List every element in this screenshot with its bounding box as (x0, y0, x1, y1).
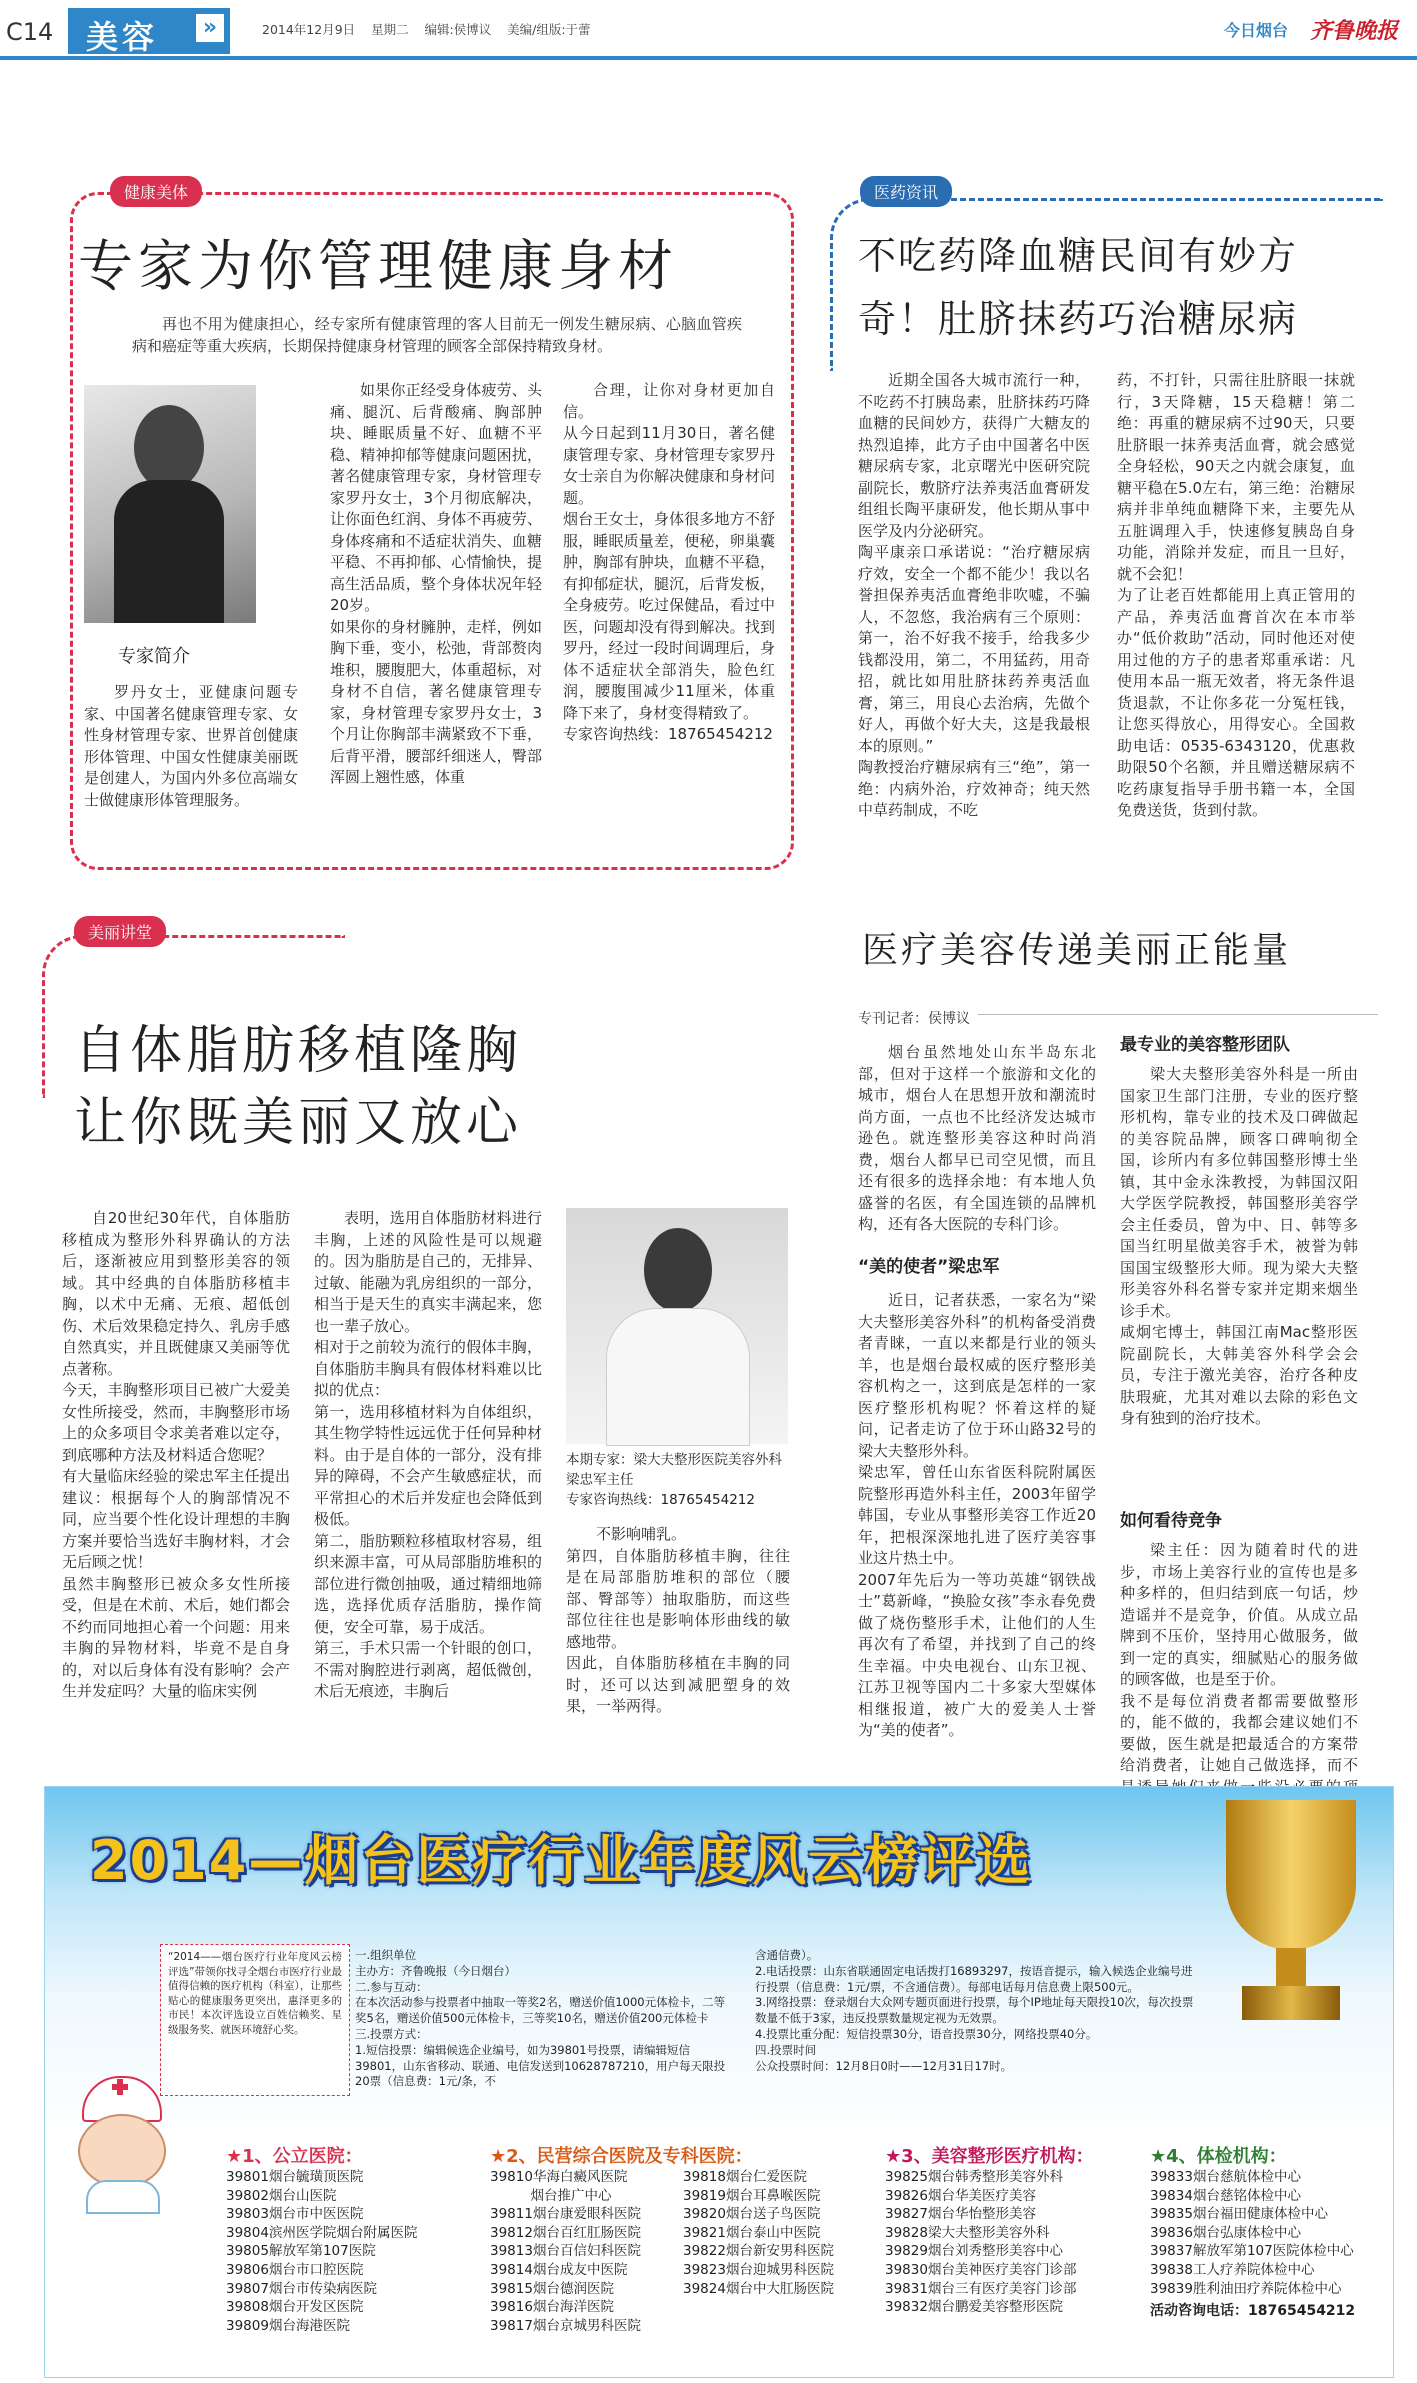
list-item[interactable]: 39815烟台德润医院 (490, 2280, 614, 2297)
list-item[interactable]: 39802烟台山医院 (226, 2187, 337, 2204)
category-private-hospitals: ★2、民营综合医院及专科医院： (490, 2146, 753, 2167)
headline-diabetes-line1: 不吃药降血糖民间有妙方 (858, 234, 1299, 278)
article4-col2-competition: 梁主任：因为随着时代的进步，市场上美容行业的宣传也是多种多样的，但归结到底一句话，炒造谣并不是竞争，价值。从成立品牌到不压价，坚持用心做服务，做到一定的真实，细腻贴心的服务做的顾客做，也是至于价。 我不是每位消费者都需要做整形的，能不做的，我都会建议她们不要做，医生就是把最适合的方案带给消费者，让她自己做选择，而不 (1120, 1541, 1358, 1774)
list-item[interactable]: 39826烟台华美医疗美容 (885, 2187, 1036, 2204)
list-item[interactable]: 39833烟台慈航体检中心 (1150, 2169, 1301, 2185)
list-item[interactable]: 39822烟台新安男科医院 (683, 2243, 834, 2260)
list-item[interactable]: 39825烟台韩秀整形美容外科 (885, 2169, 1063, 2185)
article3-col3: 不影响哺乳。 第四，自体脂肪移植丰胸，往往是在局部脂肪堆积的部位（腰部、臀部等）抽取脂肪，而这些部位往往也是影响体形曲线的敏感地带。 因此，自体脂肪移植在丰胸的同时，还可以达到减肥塑身的效果，一举两得。 (566, 1525, 790, 1715)
list-cosmetic-institutions (885, 2168, 1076, 2317)
list-item[interactable]: 39818烟台仁爱医院 (683, 2169, 807, 2185)
list-item[interactable]: 39821烟台泰山中医院 (683, 2224, 821, 2241)
masthead (0, 0, 1417, 60)
brand-today-yantai: 今日烟台 (1224, 21, 1289, 40)
article3-col1: 自20世纪30年代，自体脂肪移植成为整形外科界确认的方法后，逐渐被应用到整形美容的领域。其中经典的自体脂肪移植丰胸，以术中无痛、无痕、超低创伤、术后效果稳定持久、乳房手感自然真实，并且既健康又美丽等优点著称。 今天，丰胸整形项目已被广大爱美女性所接受，然而，丰胸整形市场上的众多项目令求美者难以定夺，到底哪种方法及材料适合您呢？ 有大量临床经验的梁忠军主任提出建议：根据每个人的胸部情况不同，应当要个性化设计理想的丰胸方案并要恰当选好丰胸材料，才会无后顾之忧！ 虽然丰胸整形已被众多女性所接受，但是在术前、术后，她们都会不约而同地担心着一个问题：用来丰胸的异物材料，毕竟不是自身的，对以后身体有没有影响？会产生并发症吗？大量的临床实例 (62, 1209, 290, 1700)
article3-col2: 表明，选用自体脂肪材料进行丰胸，上述的风险性是可以规避的。因为脂肪是自己的，无排异、过敏、能融为乳房组织的一部分，相当于是天生的真实丰满起来，您也一辈子放心。 相对于之前较为流行的假体丰胸，自体脂肪丰胸具有假体材料难以比拟的优点： 第一，选用移植材料为自体组织，其生物学特性远远优于任何异种材料。由于是自体的一部分，没有排异的障碍，不会产生敏感症状，而平常担心的术后并发症也会降低到极低。 第二，脂肪颗粒移植取材容易，组织来源丰富，可从局部脂肪堆积的部位进行微创抽吸，通过精细地筛选，选择优质存活脂肪，操作简便，安全可靠，易于成活。 第三，手术只需一个针眼的创口，不需对胸腔进行剥离，超低微创，术后无痕迹，丰胸后 (314, 1209, 542, 1700)
list-item[interactable]: 39831烟台三有医疗美容门诊部 (885, 2280, 1077, 2297)
issue-weekday: 星期二 (371, 22, 409, 37)
category-cosmetic-institutions: ★3、美容整形医疗机构： (885, 2146, 1094, 2167)
tag-medical-news: 医药资讯 (860, 176, 952, 207)
list-item[interactable]: 39801烟台毓璜顶医院 (226, 2169, 364, 2185)
list-item[interactable]: 39809烟台海港医院 (226, 2317, 350, 2334)
subhead-beauty-envoy: “美的使者”梁忠军 (858, 1257, 1000, 1277)
profile-caption: 专家简介 (118, 646, 190, 667)
category-public-hospitals: ★1、公立医院： (226, 2146, 363, 2167)
list-item[interactable]: 39814烟台成友中医院 (490, 2261, 628, 2278)
list-item[interactable]: 39810华海白癜风医院 (490, 2169, 628, 2185)
list-item[interactable]: 39830烟台美神医疗美容门诊部 (885, 2261, 1077, 2278)
promo-intro: “2014——烟台医疗行业年度风云榜评选”带领你找寻全烟台市医疗行业最值得信赖的医疗机构（科室），让那些贴心的健康服务更突出，惠泽更多的市民！本次评选设立百姓信赖奖、星级服务奖、就医环境舒心奖。 (168, 1951, 342, 2036)
section-title: 美容 (86, 18, 159, 56)
category-checkup-centers: ★4、体检机构： (1150, 2146, 1287, 2167)
list-item[interactable]: 39838工人疗养院体检中心 (1150, 2261, 1315, 2278)
list-item[interactable]: 39803烟台市中医医院 (226, 2206, 364, 2223)
brand-qilu-evening-news: 齐鲁晚报 (1310, 18, 1399, 44)
list-public-hospitals (226, 2168, 417, 2335)
mascot-nurse-icon (60, 2070, 180, 2210)
list-item[interactable]: 39820烟台送子鸟医院 (683, 2206, 821, 2223)
subhead-pro-team: 最专业的美容整形团队 (1120, 1035, 1290, 1055)
byline: 专刊记者：侯博议 (858, 1008, 978, 1028)
list-item[interactable]: 39812烟台百红肛肠医院 (490, 2224, 641, 2241)
list-item[interactable]: 39837解放军第107医院体检中心 (1150, 2243, 1354, 2260)
list-item[interactable]: 39817烟台京城男科医院 (490, 2317, 641, 2334)
list-checkup-centers (1150, 2168, 1354, 2298)
tag-health-body: 健康美体 (110, 176, 202, 207)
editor-credit: 编辑:侯博议 (424, 22, 492, 37)
tag-beauty-lecture: 美丽讲堂 (74, 916, 166, 947)
profile-text: 罗丹女士，亚健康问题专家、中国著名健康管理专家、女性身材管理专家、世界首创健康形体管理、中国女性健康美丽既是创建人，为国内外多位高端女士做健康形体管理服务。 (84, 683, 298, 809)
article4-col2-body: 梁大夫整形美容外科是一所由国家卫生部门注册，专业的医疗整形机构，靠专业的技术及口碑做起的美容院品牌，顾客口碑响彻全国，诊所内有多位韩国整形博士坐镇，其中金永洙教授，为韩国汉阳大学医学院教授，韩国整形美容学会主任委员，曾为中、日、韩等多国当红明星做美容手术，被誉为韩国国宝级整形大师。现为梁大夫整形美容外科名誉专家并定期来烟坐诊手术。 咸炯宅博士，韩国江南Mac整形医院副院长，大韩美容外科学会会员，专注于激光美容，治疗各种皮肤瑕疵，尤其对难以去除的彩色文身有独到的治疗技术。 (1120, 1065, 1358, 1427)
list-item[interactable]: 39835烟台福田健康体检中心 (1150, 2206, 1328, 2223)
promo-title: 2014—烟台医疗行业年度风云榜评选 (90, 1829, 1033, 1892)
list-item[interactable]: 39832烟台鹏爱美容整形医院 (885, 2299, 1063, 2316)
article2-bracket (830, 198, 1383, 371)
rules-col1: 一.组织单位 主办方：齐鲁晚报（今日烟台） 二.参与互动： 在本次活动参与投票者中抽取一等奖2名，赠送价值1000元体检卡，二等奖5名，赠送价值500元体检卡，三等奖10名，赠送价值200元体检卡 三.投票方式： 1.短信投票：编辑候选企业编号，如为39801号投票，请编辑短信39801，山东省移动、联通、电信发送到10628787210，用户每天限投20票（信息费：1元/条，不 (355, 1948, 726, 2089)
doctor-photo (566, 1208, 788, 1444)
list-item: 烟台推广中心 (490, 2187, 612, 2204)
list-private-hospitals-a (490, 2168, 641, 2335)
promo-hotline: 活动咨询电话：18765454212 (1150, 2303, 1356, 2319)
expert-photo (84, 385, 256, 623)
lead-paragraph: 再也不用为健康担心，经专家所有健康管理的客人目前无一例发生糖尿病、心脑血管疾病和癌症等重大疾病，长期保持健康身材管理的顾客全部保持精致身材。 (132, 315, 742, 355)
double-arrow-icon: » (196, 14, 224, 42)
list-item[interactable]: 39836烟台弘康体检中心 (1150, 2224, 1301, 2241)
list-item[interactable]: 39824烟台中大肛肠医院 (683, 2280, 834, 2297)
article4-col1-body: 近日，记者获悉，一家名为“梁大夫整形美容外科”的机构备受消费者青睐，一直以来都是行业的领头羊，也是烟台最权威的医疗整形美容机构之一，这到底是怎样的一家医疗整形机构呢？怀着这样的疑问，记者走访了位于环山路32号的梁大夫整形外科。 梁忠军，曾任山东省医科院附属医院整形再造外科主任，2003年留学韩国，专业从事整形美容工作近20年，把根深深地扎进了医疗美容事业这片热土中。 2007年先后为一等功英雄“钢铁战士”葛新峰，“换脸女孩”李永春免费做了烧伤整形手术，让他们的人生再次有了希望，并找到了自己的终生幸福。中央电视台、山东卫视、江苏卫视等国内二十多家大型媒体相继报道，被广大的爱美人士誉为“美的使者”。 (858, 1291, 1096, 1739)
list-item[interactable]: 39806烟台市口腔医院 (226, 2261, 364, 2278)
doctor-caption: 本期专家：梁大夫整形医院美容外科梁忠军主任 专家咨询热线：18765454212 (566, 1452, 782, 1508)
list-item[interactable]: 39829烟台刘秀整形美容中心 (885, 2243, 1063, 2260)
headline-manage-body: 专家为你管理健康身材 (78, 234, 679, 298)
list-item[interactable]: 39805解放军第107医院 (226, 2243, 376, 2260)
headline-fat-graft-line1: 自体脂肪移植隆胸 (74, 1021, 523, 1081)
list-item[interactable]: 39819烟台耳鼻喉医院 (683, 2187, 821, 2204)
article2-col2: 药，不打针，只需往肚脐眼一抹就行，3天降糖，15天稳糖！第二绝：再重的糖尿病不过90天，只要肚脐眼一抹养夷活血膏，就会感觉全身轻松，90天之内就会康复，血糖平稳在5.0左右，第三绝：治糖尿病并非单纯血糖降下来，主要先从五脏调理入手，快速修复胰岛自身功能，消除并发症，而且一旦好，就不会犯！ 为了让老百姓都能用上真正管用的产品，养夷活血膏首次在本市举办“低价救助”活动，同时他还对使用过他的方子的患者郑重承诺：凡使用本品一瓶无效者，将无条件退货退款，不让你多花一分冤枉钱，让您买得放心，用得安心。全国救助电话：0535-6343120，优惠救助限50个名额，并且赠送糖尿病不吃药康复指导手册书籍一本，全国免费送货，货到付款。 (1117, 371, 1355, 819)
headline-fat-graft-line2: 让你既美丽又放心 (74, 1093, 523, 1153)
headline-medical-beauty: 医疗美容传递美丽正能量 (862, 930, 1292, 971)
designer-credit: 美编/组版:于蕾 (507, 22, 591, 37)
list-item[interactable]: 39811烟台康爱眼科医院 (490, 2206, 641, 2223)
list-item[interactable]: 39828梁大夫整形美容外科 (885, 2224, 1050, 2241)
list-item[interactable]: 39823烟台迎城男科医院 (683, 2261, 834, 2278)
article1-col2: 如果你正经受身体疲劳、头痛、腿沉、后背酸痛、胸部肿块、睡眠质量不好、血糖不平稳、精神抑郁等健康问题困扰，著名健康管理专家，身材管理专家罗丹女士，3个月彻底解决，让你面色红润、身体不再疲劳、身体疼痛和不适症状消失、血糖平稳、不再抑郁、心情愉快，提高生活品质，整个身体状况年轻20岁。 如果你的身材臃肿，走样，例如胸下垂，变小，松弛，背部赘肉堆积，腰腹肥大，体重超标，对身材不自信，著名健康管理专家，身材管理专家罗丹女士，3个月让你胸部丰满紧致不下垂，后背平滑，腰部纤细迷人，臀部浑圆上翘性感，体重 (330, 381, 542, 786)
page-number: C14 (6, 18, 54, 46)
subhead-competition: 如何看待竞争 (1120, 1511, 1222, 1531)
article2-col1: 近期全国各大城市流行一种，不吃药不打胰岛素，肚脐抹药巧降血糖的民间妙方，获得广大糖友的热烈追捧，此方子由中国著名中医糖尿病专家，北京曙光中医研究院副院长，敷脐疗法养夷活血膏研发组组长陶平康研发，他长期从事中医学及内分泌研究。 陶平康亲口承诺说：“治疗糖尿病疗效，安全一个都不能少！我以名誉担保养夷活血膏绝非吹嘘，不骗人，不忽悠，我治病有三个原则：第一，治不好我不接手，给我多少钱都没用，第二，不用猛药，用奇招，就比如用肚脐抹药养夷活血膏，第三，用良心去治病，先做个好人，再做个好大夫，这是我最根本的原则。” 陶教授治疗糖尿病有三“绝”，第一绝：内病外治，疗效神奇；纯天然中草药制成，不吃 (858, 371, 1090, 819)
article4-col1-intro: 烟台虽然地处山东半岛东北部，但对于这样一个旅游和文化的城市，烟台人在思想开放和潮流时尚方面，一点也不比经济发达城市逊色。就连整形美容这种时尚消费，烟台人都早已司空见惯，而且还有很多的选择余地：有本地人负盛誉的名医，有全国连锁的品牌机构，还有各大医院的专科门诊。 (858, 1043, 1096, 1233)
list-item[interactable]: 39834烟台慈铭体检中心 (1150, 2187, 1301, 2204)
rules-col2: 含通信费）。 2.电话投票：山东省联通固定电话拨打16893297，按语音提示，输入候选企业编号进行投票（信息费：1元/票，不含通信费）。每部电话每月信息费上限500元。 3.网络投票：登录烟台大众网专题页面进行投票，每个IP地址每天限投10次，每次投票数量不低于3家，违反投票数量规定视为无效票。 4.投票比重分配：短信投票30分，语音投票30分，网络投票40分。 四.投票时间 公众投票时间：12月8日0时——12月31日17时。 (755, 1948, 1194, 2073)
headline-diabetes-line2: 奇！肚脐抹药巧治糖尿病 (858, 297, 1299, 341)
article1-col3: 合理，让你对身材更加自信。 从今日起到11月30日，著名健康管理专家、身材管理专家罗丹女士亲自为你解决健康和身材问题。 烟台王女士，身体很多地方不舒服，睡眠质量差，便秘，卵巢囊肿，胸部有肿块，血糖不平稳，有抑郁症状，腿沉，后背发板，全身疲劳。吃过保健品，看过中医，问题却没有得到解决。找到罗丹，经过一段时间调理后，身体不适症状全部消失，脸色红润，腰腹围减少11厘米，体重降下来了，身材变得精致了。 专家咨询热线：18765454212 (563, 381, 775, 743)
list-item[interactable]: 39804滨州医学院烟台附属医院 (226, 2224, 418, 2241)
list-item[interactable]: 39839胜利油田疗养院体检中心 (1150, 2280, 1342, 2297)
issue-date: 2014年12月9日 (262, 22, 356, 37)
masthead-rule (0, 56, 1417, 60)
trophy-icon (1206, 1790, 1376, 2040)
list-item[interactable]: 39807烟台市传染病医院 (226, 2280, 377, 2297)
list-item[interactable]: 39827烟台华怡整形美容 (885, 2206, 1036, 2223)
list-item[interactable]: 39816烟台海洋医院 (490, 2299, 614, 2316)
list-item[interactable]: 39808烟台开发区医院 (226, 2299, 364, 2316)
list-private-hospitals-b (683, 2168, 834, 2298)
list-item[interactable]: 39813烟台百信妇科医院 (490, 2243, 641, 2260)
